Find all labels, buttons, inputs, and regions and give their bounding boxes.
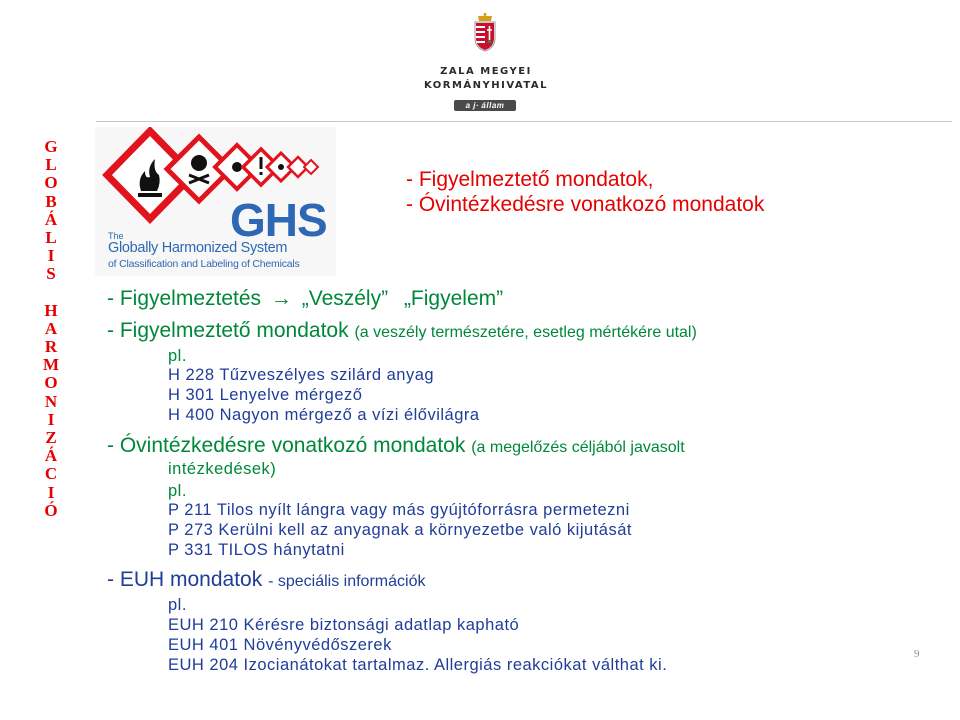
hazard-pl: pl. bbox=[168, 347, 187, 365]
vertical-title-letter: L bbox=[45, 155, 57, 175]
ghs-image bbox=[95, 127, 336, 276]
precaution-note: (a megelőzés céljából javasolt bbox=[471, 439, 685, 456]
warning-prefix: - Figyelmeztetés bbox=[107, 287, 262, 310]
euh-item: EUH 210 Kérésre biztonsági adatlap kapható bbox=[168, 616, 520, 634]
precaution-pl: pl. bbox=[168, 482, 187, 500]
euh-item: EUH 401 Növényvédőszerek bbox=[168, 636, 392, 654]
vertical-title-letter: M bbox=[42, 355, 60, 375]
heading-line1: - Figyelmeztető mondatok, bbox=[406, 168, 654, 191]
vertical-title-letter: I bbox=[47, 409, 55, 429]
ghs-the: The bbox=[108, 231, 124, 241]
heading-line2: - Óvintézkedésre vonatkozó mondatok bbox=[406, 193, 765, 216]
vertical-title-letter: L bbox=[45, 227, 57, 247]
vertical-title-letter: Á bbox=[44, 209, 58, 229]
hazard-item: H 228 Tűzveszélyes szilárd anyag bbox=[168, 366, 435, 384]
vertical-title-letter: A bbox=[44, 318, 58, 338]
hazard-heading bbox=[107, 319, 697, 343]
warning-word-danger: „Veszély” bbox=[301, 287, 389, 310]
vertical-title-letter: N bbox=[44, 391, 58, 411]
precaution-item: P 211 Tilos nyílt lángra vagy más gyújtóforrásra permetezni bbox=[168, 501, 630, 519]
vertical-title-letter: H bbox=[44, 300, 58, 320]
precaution-note-cont: intézkedések) bbox=[168, 460, 277, 478]
state-badge: a j∙ állam bbox=[454, 100, 516, 111]
vertical-title-letter: Z bbox=[45, 428, 57, 447]
ghs-title-line1: Globally Harmonized System bbox=[108, 240, 288, 256]
vertical-title-letter: I bbox=[47, 246, 55, 266]
vertical-title-letter: Á bbox=[44, 446, 58, 466]
euh-note: - speciális információk bbox=[268, 573, 426, 590]
arrow-icon: → bbox=[270, 287, 292, 310]
warning-word-caution: „Figyelem” bbox=[403, 287, 504, 310]
hazard-note: (a veszély természetére, esetleg mértékére utal) bbox=[354, 324, 697, 341]
vertical-title-letter: S bbox=[46, 264, 56, 284]
precaution-item: P 331 TILOS hánytatni bbox=[168, 541, 345, 559]
euh-item: EUH 204 Izocianátokat tartalmaz. Allergiás reakciókat válthat ki. bbox=[168, 656, 668, 674]
zala-megyei-logo bbox=[416, 8, 556, 116]
hazard-item: H 400 Nagyon mérgező a vízi élővilágra bbox=[168, 406, 480, 424]
precaution-item: P 273 Kerülni kell az anyagnak a környezetbe való kijutását bbox=[168, 521, 632, 539]
euh-heading bbox=[107, 568, 425, 592]
ghs-title-line2: of Classification and Labeling of Chemicals bbox=[108, 258, 300, 270]
vertical-title-letter: Ó bbox=[44, 500, 58, 520]
org-name-line2: KORMÁNYHIVATAL bbox=[423, 80, 549, 91]
vertical-title-letter: O bbox=[44, 373, 58, 393]
vertical-title-letter: R bbox=[44, 337, 58, 357]
hazard-item: H 301 Lenyelve mérgező bbox=[168, 386, 363, 404]
ghs-logo-text: GHS bbox=[230, 194, 327, 246]
vertical-title-letter: G bbox=[44, 137, 58, 156]
vertical-title-letter: I bbox=[47, 482, 55, 502]
euh-label: - EUH mondatok bbox=[107, 568, 263, 591]
precaution-heading bbox=[107, 434, 685, 458]
page-number: 9 bbox=[914, 648, 920, 660]
vertical-title-letter: B bbox=[45, 191, 57, 211]
vertical-title bbox=[40, 138, 62, 520]
coat-of-arms-icon bbox=[472, 12, 498, 52]
org-name-line1: ZALA MEGYEI bbox=[440, 66, 532, 77]
euh-pl: pl. bbox=[168, 596, 187, 614]
header-divider bbox=[96, 121, 952, 122]
hazard-label: - Figyelmeztető mondatok bbox=[107, 319, 349, 342]
warning-line bbox=[107, 287, 503, 311]
vertical-title-letter: O bbox=[44, 173, 58, 193]
vertical-title-letter: C bbox=[44, 464, 58, 484]
precaution-label: - Óvintézkedésre vonatkozó mondatok bbox=[107, 434, 466, 457]
